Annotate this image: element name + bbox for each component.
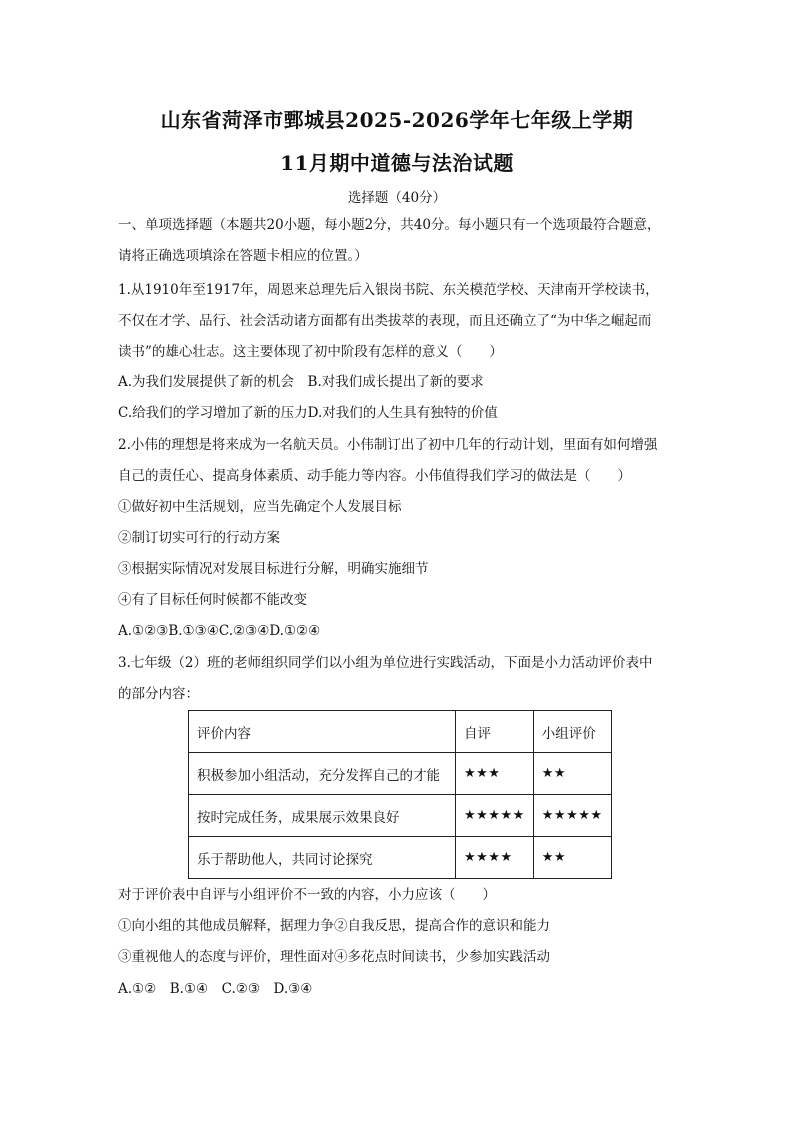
- table-cell-content: 积极参加小组活动，充分发挥自己的才能: [189, 753, 456, 795]
- q1-stem-line-2: 不仅在才学、品行、社会活动诸方面都有出类拔萃的表现，而且还确立了“为中华之崛起而: [118, 313, 652, 329]
- evaluation-table: [188, 710, 612, 879]
- q3-statements-line-2: ③重视他人的态度与评价，理性面对④多花点时间读书，少参加实践活动: [118, 949, 550, 965]
- table-header-cell: 自评: [456, 711, 534, 753]
- table-row: [189, 795, 612, 837]
- table-header-cell: 评价内容: [189, 711, 456, 753]
- q1-stem-line-1: 1.从1910年至1917年，周恩来总理先后入银岗书院、东关模范学校、天津南开学校读书，: [118, 282, 659, 298]
- q2-stem-line-1: 2.小伟的理想是将来成为一名航天员。小伟制订出了初中几年的行动计划，里面有如何增强: [118, 437, 658, 453]
- exam-title-line-2: 11月期中道德与法治试题: [280, 151, 514, 175]
- table-cell-content: 按时完成任务，成果展示效果良好: [189, 795, 456, 837]
- table-cell-self-rating: ★★★: [456, 753, 534, 795]
- q3-statements-line-1: ①向小组的其他成员解释，据理力争②自我反思，提高合作的意识和能力: [118, 918, 550, 934]
- table-cell-group-rating: ★★★★★: [533, 795, 611, 837]
- q3-stem-line-2: 的部分内容：: [118, 686, 199, 702]
- q1-option-cd: C.给我们的学习增加了新的压力D.对我们的人生具有独特的价值: [118, 405, 498, 421]
- q1-stem-line-3: 读书”的雄心壮志。这主要体现了初中阶段有怎样的意义（ ）: [118, 344, 503, 360]
- table-row: [189, 753, 612, 795]
- table-header-row: [189, 711, 612, 753]
- table-cell-self-rating: ★★★★: [456, 837, 534, 879]
- q3-question: 对于评价表中自评与小组评价不一致的内容，小力应该（ ）: [118, 887, 496, 903]
- q2-statement-2: ②制订切实可行的行动方案: [118, 530, 280, 546]
- q2-statement-4: ④有了目标任何时候都不能改变: [118, 592, 307, 608]
- q2-statement-3: ③根据实际情况对发展目标进行分解，明确实施细节: [118, 561, 429, 577]
- table-cell-self-rating: ★★★★★: [456, 795, 534, 837]
- q3-options: A.①② B.①④ C.②③ D.③④: [118, 981, 313, 997]
- q3-stem-line-1: 3.七年级（2）班的老师组织同学们以小组为单位进行实践活动，下面是小力活动评价表中: [118, 655, 653, 671]
- table-cell-content: 乐于帮助他人，共同讨论探究: [189, 837, 456, 879]
- q2-options: A.①②③B.①③④C.②③④D.①②④: [118, 623, 321, 639]
- instructions-line-1: 一、单项选择题（本题共20小题，每小题2分，共40分。每小题只有一个选项最符合题意，: [118, 217, 661, 233]
- q1-option-ab: A.为我们发展提供了新的机会 B.对我们成长提出了新的要求: [118, 374, 484, 390]
- q2-stem-line-2: 自己的责任心、提高身体素质、动手能力等内容。小伟值得我们学习的做法是（ ）: [118, 468, 631, 484]
- exam-title-line-1: 山东省菏泽市鄄城县2025-2026学年七年级上学期: [160, 108, 634, 132]
- table-cell-group-rating: ★★: [533, 753, 611, 795]
- table-header-cell: 小组评价: [533, 711, 611, 753]
- table-cell-group-rating: ★★: [533, 837, 611, 879]
- q2-statement-1: ①做好初中生活规划，应当先确定个人发展目标: [118, 499, 402, 515]
- section-heading: 选择题（40分）: [347, 190, 447, 206]
- instructions-line-2: 请将正确选项填涂在答题卡相应的位置。）: [118, 248, 368, 264]
- table-row: [189, 837, 612, 879]
